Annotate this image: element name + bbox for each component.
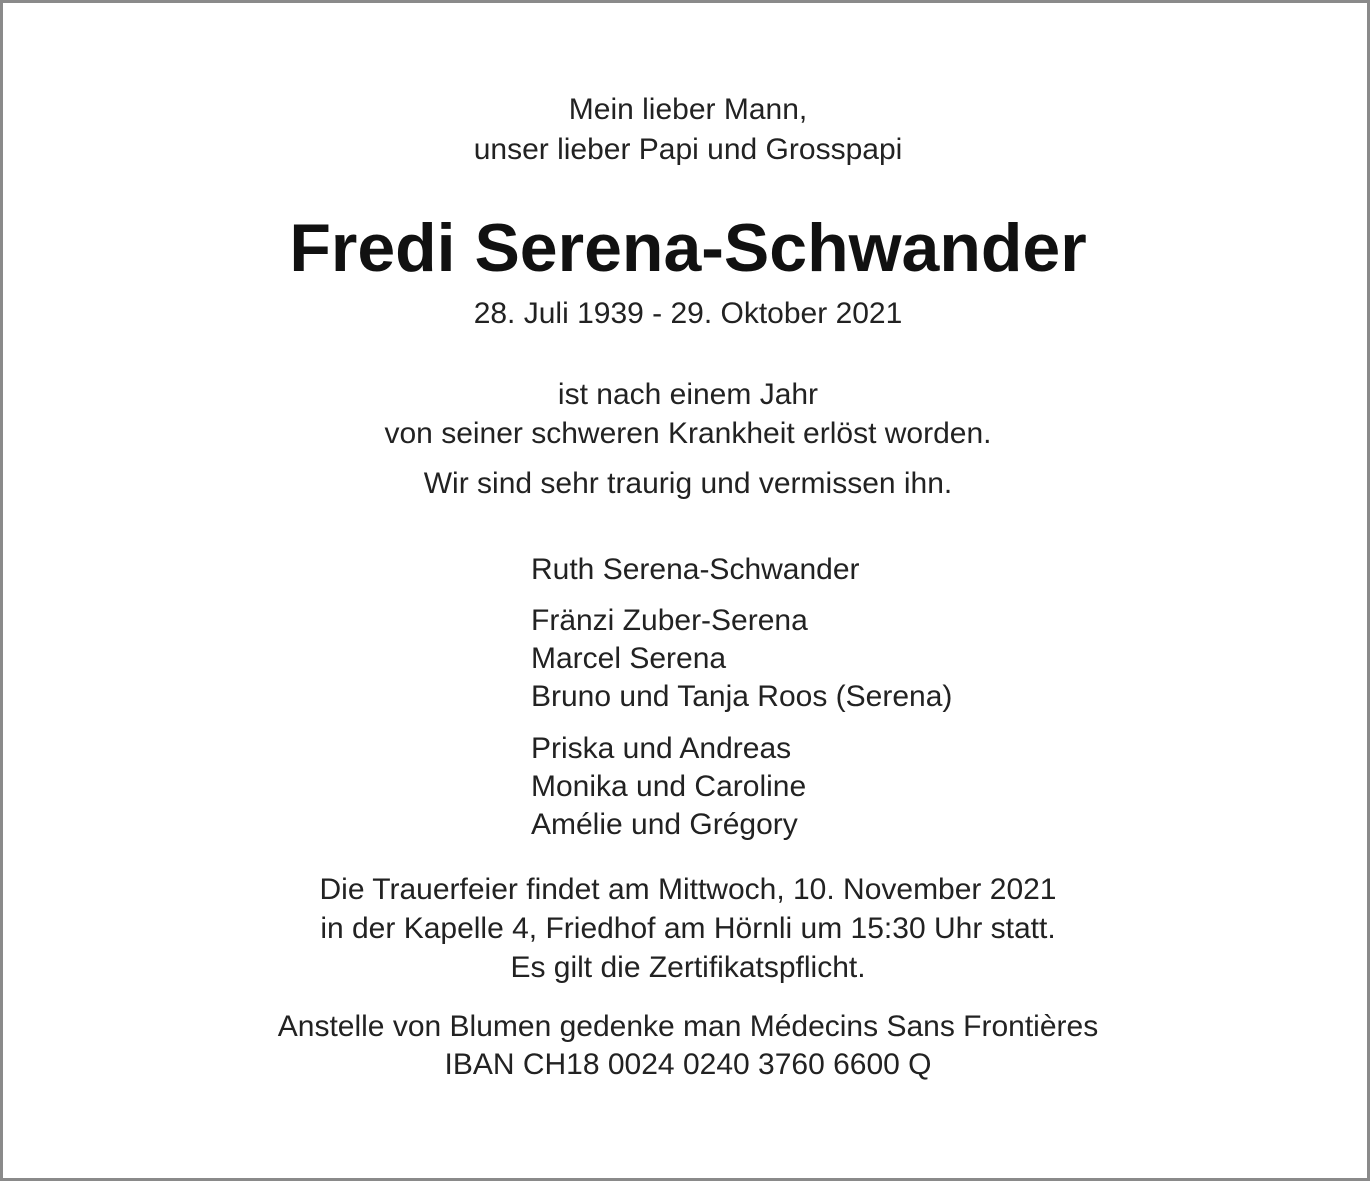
deceased-name: Fredi Serena-Schwander xyxy=(289,210,1087,286)
intro-line-2: unser lieber Papi und Grosspapi xyxy=(473,133,903,166)
family-member: Bruno und Tanja Roos (Serena) xyxy=(531,680,953,713)
message-line-2: von seiner schweren Krankheit erlöst worden. xyxy=(384,417,992,450)
family-member: Marcel Serena xyxy=(531,642,727,675)
life-dates: 28. Juli 1939 - 29. Oktober 2021 xyxy=(473,297,903,330)
ceremony-line-2: in der Kapelle 4, Friedhof am Hörnli um 15:30 Uhr statt. xyxy=(320,912,1056,945)
ceremony-line-3: Es gilt die Zertifikatspflicht. xyxy=(510,951,866,984)
message-line-3: Wir sind sehr traurig und vermissen ihn. xyxy=(423,467,953,500)
donation-iban: IBAN CH18 0024 0240 3760 6600 Q xyxy=(444,1048,932,1081)
intro-line-1: Mein lieber Mann, xyxy=(568,93,808,126)
donation-line-1: Anstelle von Blumen gedenke man Médecins Sans Frontières xyxy=(277,1010,1099,1043)
family-member: Amélie und Grégory xyxy=(531,808,798,841)
message-line-1: ist nach einem Jahr xyxy=(557,378,819,411)
ceremony-line-1: Die Trauerfeier findet am Mittwoch, 10. November 2021 xyxy=(319,873,1057,906)
family-member: Monika und Caroline xyxy=(531,770,807,803)
family-member: Fränzi Zuber-Serena xyxy=(531,604,808,637)
family-member: Ruth Serena-Schwander xyxy=(531,553,860,586)
family-member: Priska und Andreas xyxy=(531,732,792,765)
